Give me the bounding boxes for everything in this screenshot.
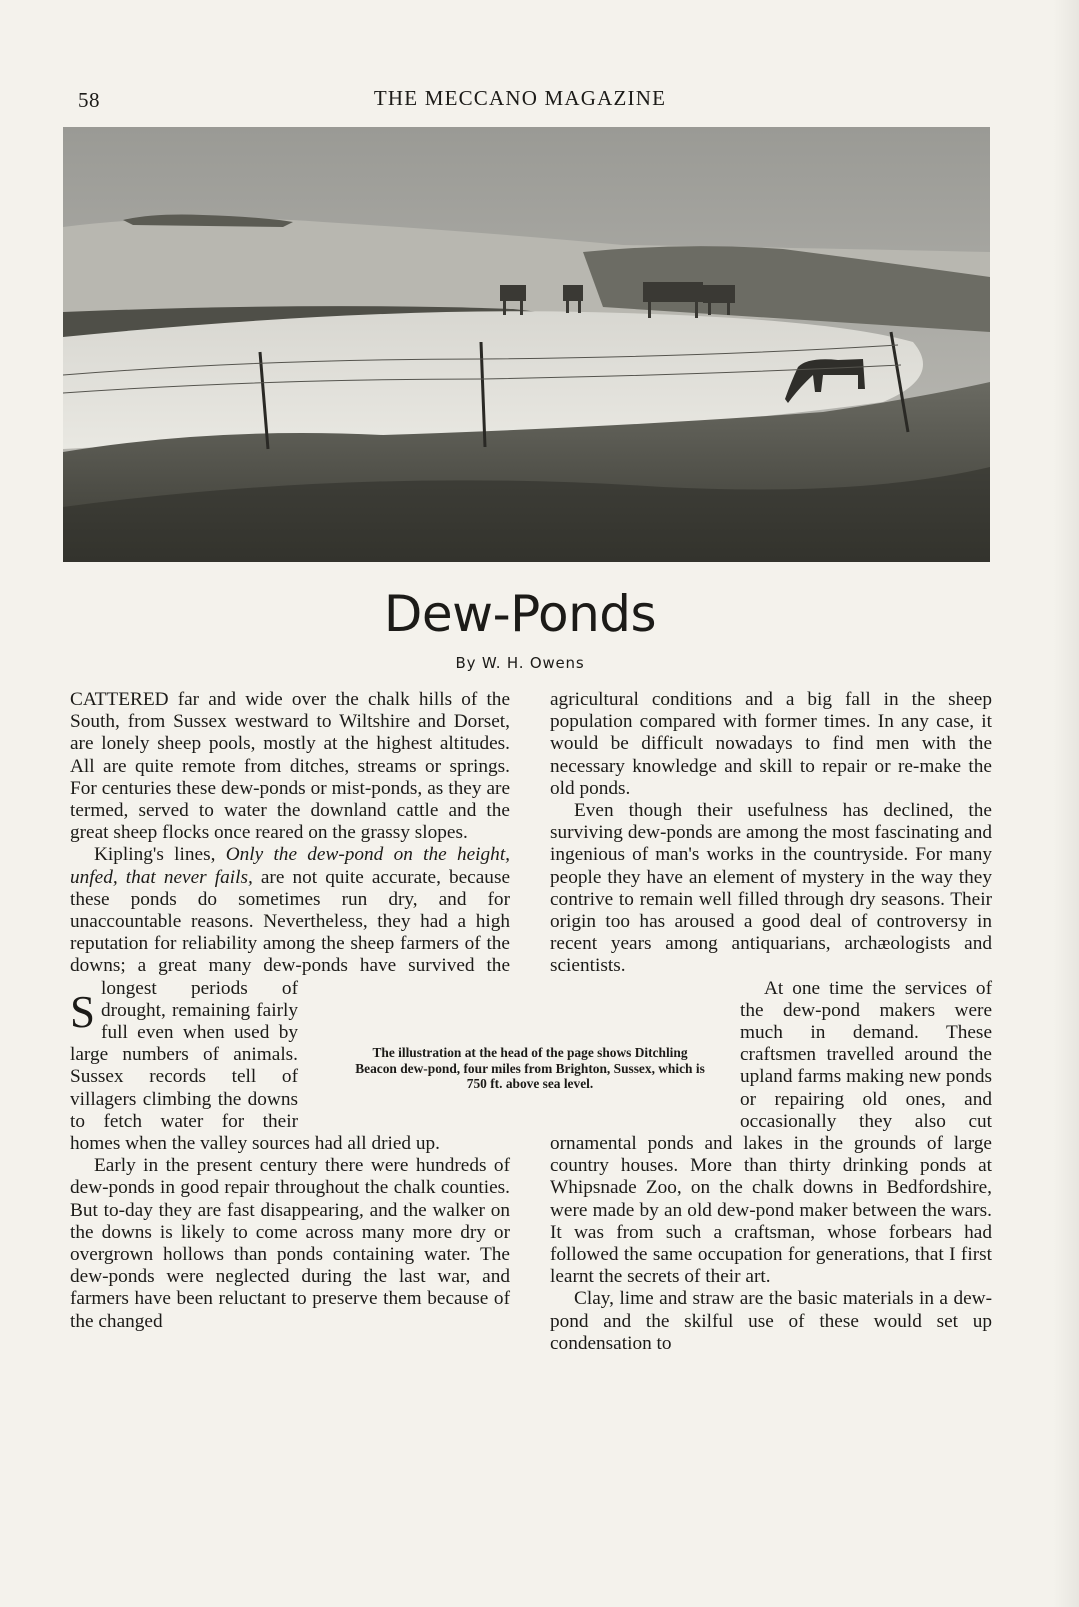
paragraph-text: are not quite accurate, because these ponds do sometimes run dry, and for unaccountable reasons. Nevertheless, they had a high reputation for reliability among the sheep farmers of the downs; a great many dew-ponds have survived the longest periods of drought, remaining fairly full even when used by large numbers of animals. Sussex records tell of villagers climbing the downs to fetch water for their homes when the valley sources had all dried up.: [70, 866, 511, 1155]
paragraph: [550, 689, 992, 800]
drop-cap: S: [70, 987, 96, 1037]
paragraph-text: Kipling's lines,: [94, 844, 226, 866]
paragraph: [70, 1155, 510, 1333]
paragraph-text: agricultural conditions and a big fall in the sheep population compared with former times. In any case, it would be difficult nowadays to find men with the necessary knowledge and skill to repair or re-make the old ponds.: [550, 689, 992, 799]
kipling-quote: Only the dew-pond on the height, unfed, that never fails,: [70, 844, 510, 888]
paragraph-text: CATTERED far and wide over the chalk hills of the South, from Sussex westward to Wiltshire and Dorset, are lonely sheep pools, mostly at the highest altitudes. All are quite remote from ditches, streams or springs. For centuries these dew-ponds or mist-ponds, as they are termed, served to water the downland cattle and the great sheep flocks once reared on the grassy slopes.: [70, 689, 510, 844]
byline: By W. H. Owens: [455, 654, 585, 672]
paragraph-text: Even though their usefulness has declined, the surviving dew-ponds are among the most fascinating and ingenious of man's works in the countryside. For many people they have an element of mystery in the way they contrive to remain well filled through dry seasons. Their origin too has aroused a good deal of controversy in recent years among antiquarians, archæologists and scientists.: [550, 800, 992, 977]
paragraph: [550, 800, 992, 978]
running-head: THE MECCANO MAGAZINE: [373, 86, 667, 110]
page-edge-shadow: [1053, 0, 1079, 1607]
page-number: 58: [78, 88, 100, 112]
paragraph-text: Early in the present century there were hundreds of dew-ponds in good repair throughout the chalk counties. But to-day they are fast disappearing, and the walker on the downs is likely to come across many more dry or overgrown hollows than ponds containing water. The dew-ponds were neglected during the last war, and farmers have been reluctant to preserve them because of the changed: [70, 1155, 510, 1332]
photo-illustration: [63, 127, 990, 562]
article-left-column: [70, 689, 510, 1333]
dew-pond-photograph: [63, 127, 990, 562]
paragraph-text: Clay, lime and straw are the basic materials in a dew-pond and the skilful use of these would set up condensation to: [550, 1288, 992, 1354]
paragraph-text: At one time the services of the dew-pond makers were much in demand. These craftsmen travelled around the upland farms making new ponds or repairing old ones, and occasionally they also cut ornamental ponds and lakes in the grounds of large country houses. More than thirty drinking ponds at Whipsnade Zoo, on the chalk downs in Bedfordshire, were made by an old dew-pond maker between the wars. It was from such a craftsman, whose forbears had followed the same occupation for generations, that I first learnt the secrets of their art.: [550, 977, 992, 1288]
article-right-column: [550, 689, 992, 1355]
photo-caption: The illustration at the head of the page shows Ditchling Beacon dew-pond, four miles from Brighton, Sussex, which is 750 ft. above sea level.: [355, 1045, 705, 1091]
paragraph: [550, 1288, 992, 1355]
article-title: Dew-Ponds: [383, 585, 657, 643]
